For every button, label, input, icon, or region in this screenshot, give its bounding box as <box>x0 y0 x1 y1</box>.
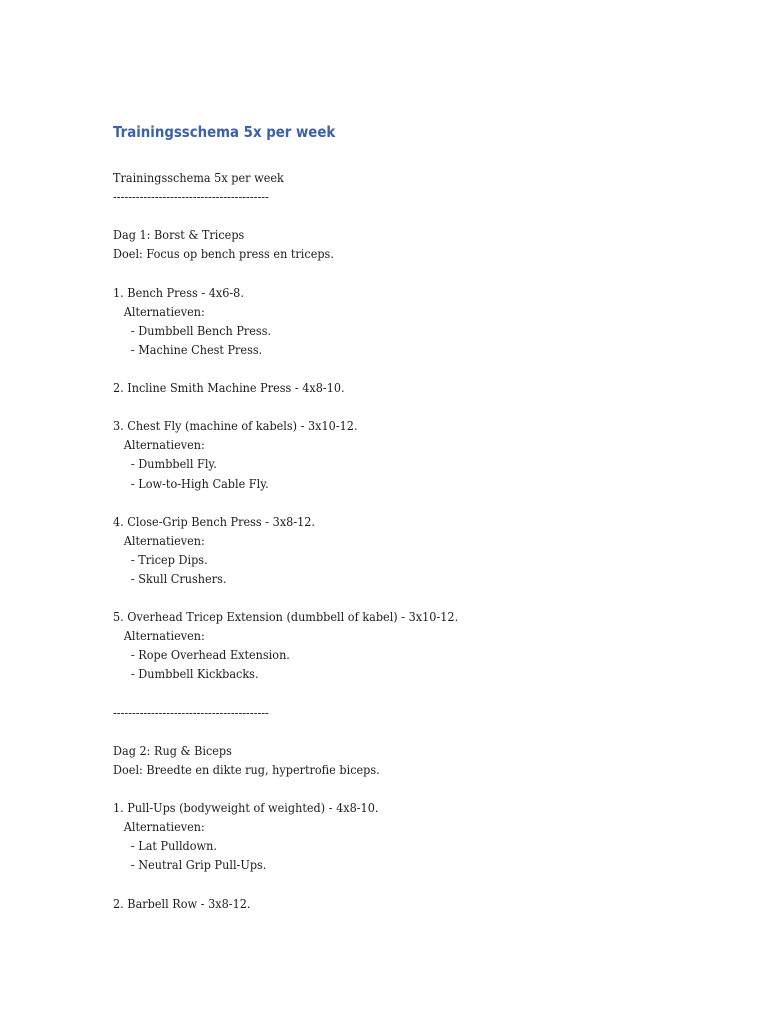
document-line: Alternatieven: <box>113 437 205 453</box>
document-line: 2. Barbell Row - 3x8-12. <box>113 895 251 911</box>
blank-line <box>113 263 458 282</box>
document-heading: Trainingsschema 5x per week <box>113 123 336 141</box>
document-line: Doel: Breedte en dikte rug, hypertrofie biceps. <box>113 761 380 777</box>
document-line: 4. Close-Grip Bench Press - 3x8-12. <box>113 513 316 529</box>
document-line: Trainingsschema 5x per week <box>113 170 284 185</box>
document-line: 1. Bench Press - 4x6-8. <box>113 284 244 300</box>
blank-line <box>113 874 458 893</box>
document-line: 1. Pull-Ups (bodyweight of weighted) - 4x8-10. <box>113 800 379 816</box>
document-line: - Dumbbell Kickbacks. <box>113 666 259 682</box>
document-line: Alternatieven: <box>113 303 205 319</box>
blank-line <box>113 588 458 607</box>
document-line: 3. Chest Fly (machine of kabels) - 3x10-12. <box>113 418 358 434</box>
document-line: Dag 2: Rug & Biceps <box>113 742 232 758</box>
document-line: Dag 1: Borst & Triceps <box>113 227 245 243</box>
blank-line <box>113 359 458 378</box>
blank-line <box>113 779 458 798</box>
document-line: Alternatieven: <box>113 532 205 548</box>
document-line: - Neutral Grip Pull-Ups. <box>113 857 267 873</box>
document-line: - Skull Crushers. <box>113 570 227 586</box>
document-line: - Dumbbell Fly. <box>113 456 217 472</box>
document-line: - Dumbbell Bench Press. <box>113 322 272 338</box>
document-line: 2. Incline Smith Machine Press - 4x8-10. <box>113 380 345 396</box>
document-line: ----------------------------------------- <box>113 189 269 205</box>
blank-line <box>113 684 458 703</box>
document-body <box>113 168 458 913</box>
document-line: 5. Overhead Tricep Extension (dumbbell of kabel) - 3x10-12. <box>113 609 459 625</box>
document-line: Doel: Focus op bench press en triceps. <box>113 246 334 262</box>
document-line: Alternatieven: <box>113 628 205 644</box>
blank-line <box>113 206 458 225</box>
blank-line <box>113 722 458 741</box>
document-line: ----------------------------------------- <box>113 704 269 720</box>
document-line: - Machine Chest Press. <box>113 341 263 357</box>
document-line: - Rope Overhead Extension. <box>113 647 290 663</box>
blank-line <box>113 493 458 512</box>
document-line: - Lat Pulldown. <box>113 838 217 854</box>
blank-line <box>113 397 458 416</box>
document-line: - Low-to-High Cable Fly. <box>113 475 269 491</box>
document-line: - Tricep Dips. <box>113 551 208 567</box>
document-line: Alternatieven: <box>113 819 205 835</box>
